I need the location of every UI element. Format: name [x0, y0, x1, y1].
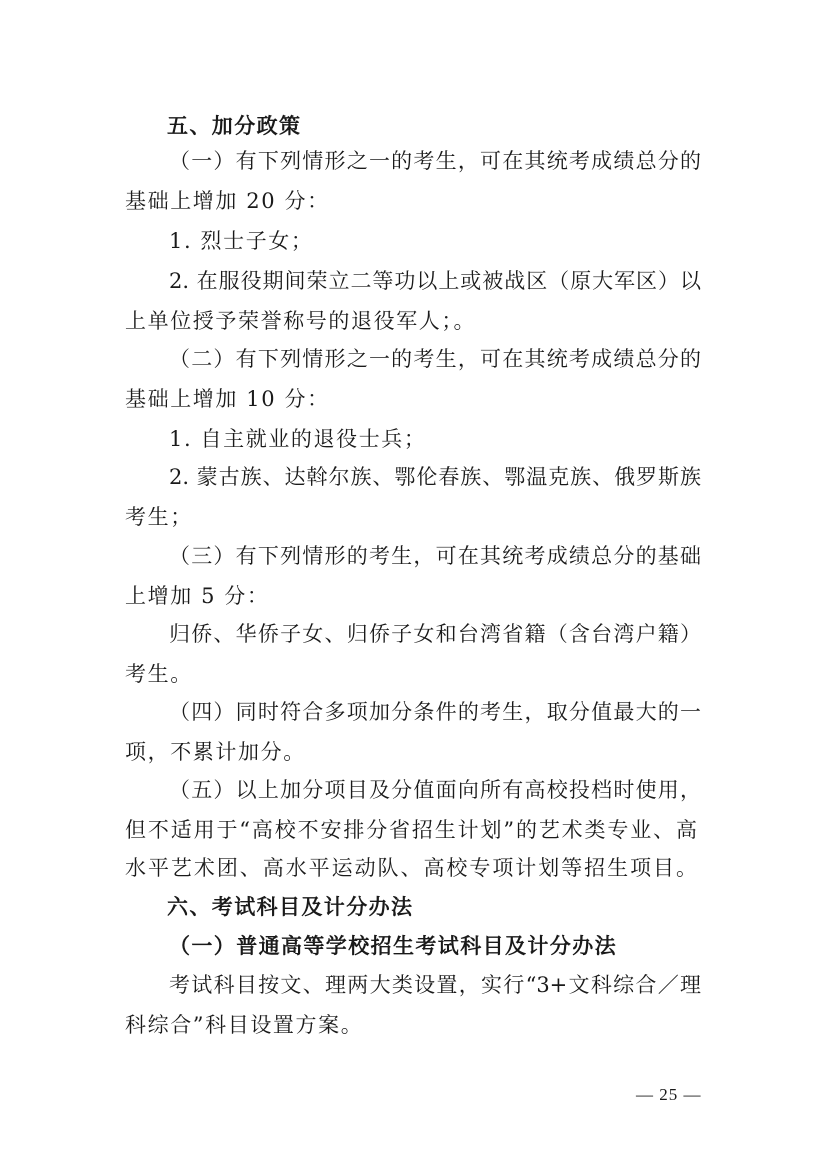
bonus-item-5-line-2: 但不适用于“高校不安排分省招生计划”的艺术类专业、高 — [125, 818, 697, 842]
bonus-item-3-sub-line-2: 考生。 — [125, 662, 193, 686]
bonus-item-2-line-2: 基础上增加 10 分： — [125, 387, 330, 411]
subsection-heading-subjects-scoring: （一）普通高等学校招生考试科目及计分办法 — [169, 934, 617, 958]
bonus-item-1-sub-1: 1. 烈士子女； — [169, 229, 314, 253]
section-heading-bonus-policy: 五、加分政策 — [167, 114, 302, 138]
bonus-item-2-sub-2-line-1: 2. 蒙古族、达斡尔族、鄂伦春族、鄂温克族、俄罗斯族 — [169, 465, 701, 489]
bonus-item-1-sub-2-line-1: 2. 在服役期间荣立二等功以上或被战区（原大军区）以 — [169, 269, 701, 293]
bonus-item-3-line-2: 上增加 5 分： — [125, 584, 270, 608]
bonus-item-1-line-1: （一）有下列情形之一的考生，可在其统考成绩总分的 — [169, 149, 701, 173]
page-number: — 25 — — [636, 1085, 702, 1104]
bonus-item-1-sub-2-line-2: 上单位授予荣誉称号的退役军人；。 — [125, 309, 477, 333]
bonus-item-5-line-1: （五）以上加分项目及分值面向所有高校投档时使用， — [169, 778, 701, 802]
bonus-item-3-sub-line-1: 归侨、华侨子女、归侨子女和台湾省籍（含台湾户籍） — [169, 622, 701, 646]
bonus-item-3-line-1: （三）有下列情形的考生，可在其统考成绩总分的基础 — [169, 544, 701, 568]
bonus-item-2-sub-1: 1. 自主就业的退役士兵； — [169, 427, 427, 451]
bonus-item-4-line-2: 项，不累计加分。 — [125, 740, 306, 764]
bonus-item-1-line-2: 基础上增加 20 分： — [125, 189, 330, 213]
bonus-item-2-line-1: （二）有下列情形之一的考生，可在其统考成绩总分的 — [169, 347, 701, 371]
exam-subjects-paragraph-line-2: 科综合”科目设置方案。 — [125, 1013, 364, 1037]
exam-subjects-paragraph-line-1: 考试科目按文、理两大类设置，实行“3+文科综合／理 — [169, 973, 701, 997]
bonus-item-5-line-3: 水平艺术团、高水平运动队、高校专项计划等招生项目。 — [125, 856, 697, 880]
bonus-item-2-sub-2-line-2: 考生； — [125, 505, 193, 529]
bonus-item-4-line-1: （四）同时符合多项加分条件的考生，取分值最大的一 — [169, 700, 701, 724]
section-heading-exam-subjects: 六、考试科目及计分办法 — [167, 895, 414, 919]
